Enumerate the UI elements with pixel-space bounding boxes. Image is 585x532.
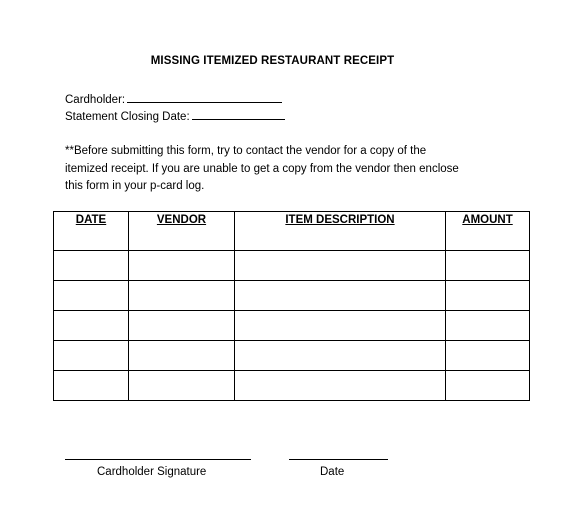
- amount-cell[interactable]: [446, 311, 530, 341]
- signature-label: Cardholder Signature: [97, 466, 207, 478]
- cardholder-field: [65, 91, 282, 106]
- form-title: MISSING ITEMIZED RESTAURANT RECEIPT: [150, 55, 395, 67]
- column-header-vendor: VENDOR: [129, 212, 235, 251]
- signature-line[interactable]: [65, 459, 251, 460]
- amount-cell[interactable]: [446, 251, 530, 281]
- note-line: itemized receipt. If you are unable to get a copy from the vendor then enclose: [65, 162, 459, 175]
- vendor-cell[interactable]: [129, 341, 235, 371]
- cardholder-label: Cardholder:: [65, 94, 126, 106]
- vendor-cell[interactable]: [129, 251, 235, 281]
- item-description-cell[interactable]: [235, 281, 446, 311]
- note-line: **Before submitting this form, try to contact the vendor for a copy of the: [65, 145, 427, 157]
- note-line: this form in your p-card log.: [65, 180, 205, 192]
- column-header-amount: AMOUNT: [446, 212, 530, 251]
- table-row: [54, 251, 530, 281]
- vendor-cell[interactable]: [129, 371, 235, 401]
- closing-date-blank[interactable]: [192, 108, 285, 120]
- column-header-date: DATE: [54, 212, 129, 251]
- vendor-cell[interactable]: [129, 311, 235, 341]
- date-cell[interactable]: [54, 311, 129, 341]
- table-row: [54, 371, 530, 401]
- item-description-cell[interactable]: [235, 251, 446, 281]
- vendor-cell[interactable]: [129, 281, 235, 311]
- instruction-note: [65, 143, 495, 196]
- table-header-row: [54, 212, 530, 251]
- table-row: [54, 311, 530, 341]
- amount-cell[interactable]: [446, 341, 530, 371]
- date-label: Date: [320, 466, 345, 478]
- item-description-cell[interactable]: [235, 371, 446, 401]
- item-description-cell[interactable]: [235, 311, 446, 341]
- date-cell[interactable]: [54, 251, 129, 281]
- date-cell[interactable]: [54, 341, 129, 371]
- date-cell[interactable]: [54, 281, 129, 311]
- amount-cell[interactable]: [446, 281, 530, 311]
- item-description-cell[interactable]: [235, 341, 446, 371]
- closing-date-field: [65, 108, 285, 123]
- column-header-item-description: ITEM DESCRIPTION: [235, 212, 446, 251]
- table-row: [54, 281, 530, 311]
- cardholder-blank[interactable]: [127, 91, 282, 103]
- date-signature-line[interactable]: [289, 459, 388, 460]
- table-row: [54, 341, 530, 371]
- closing-date-label: Statement Closing Date:: [65, 111, 190, 123]
- amount-cell[interactable]: [446, 371, 530, 401]
- receipt-table: [53, 211, 530, 401]
- date-cell[interactable]: [54, 371, 129, 401]
